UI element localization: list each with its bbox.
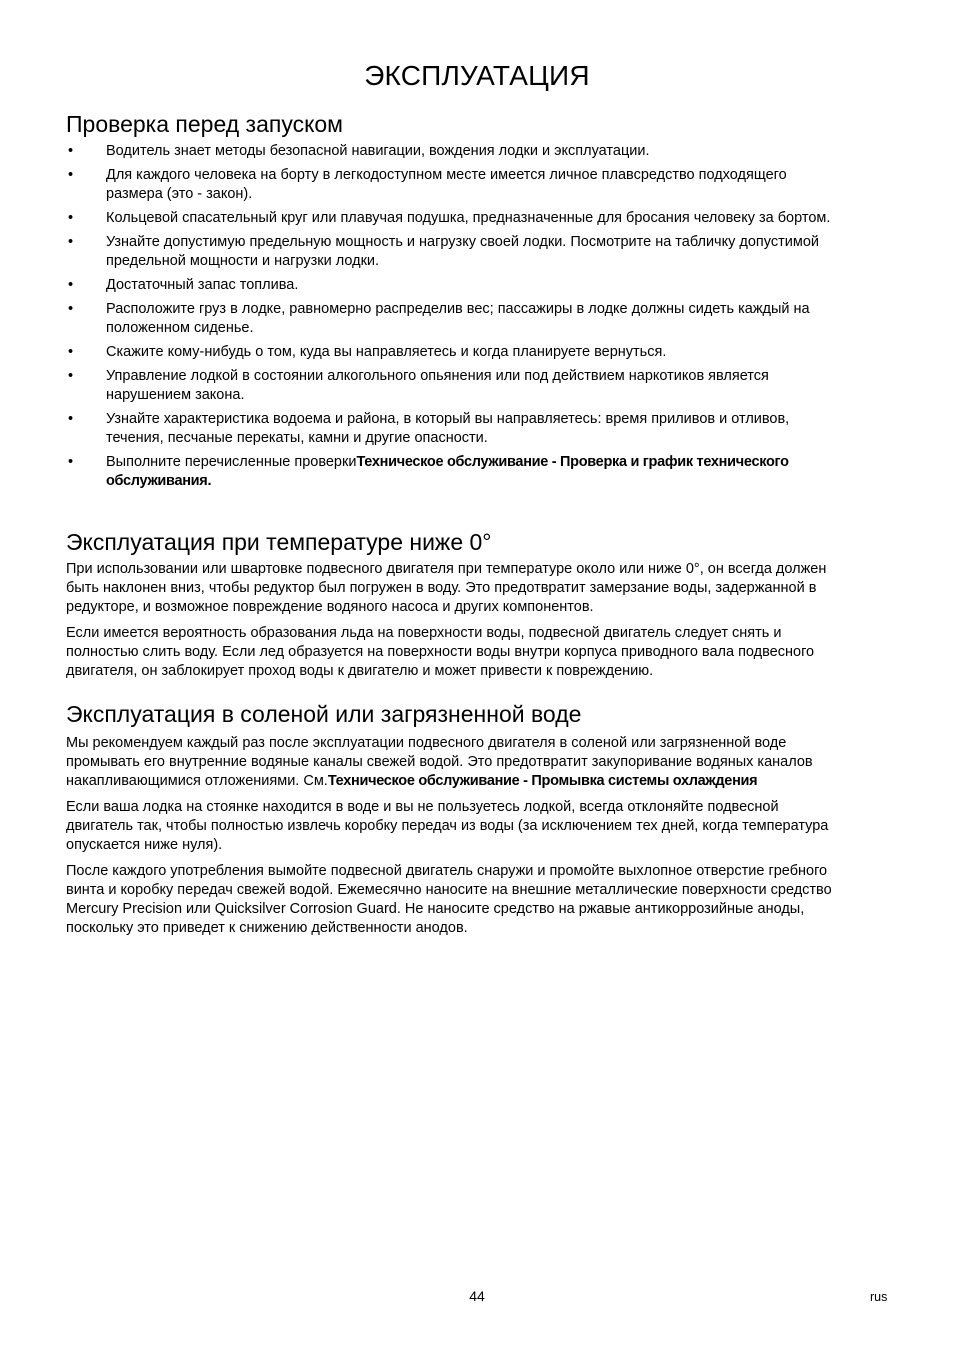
paragraph-text: Если имеется вероятность образования льда на поверхности воды, подвесной двигатель следует снять и полностью слить воду. Если лед образуется на поверхности воды внутри корпуса приводного вала подвесного двигателя, он заблокирует проход воды к двигателю и может привести к повреждению. [66,625,815,679]
list-item-text: Выполните перечисленные проверки [106,454,357,470]
paragraph-text: При использовании или швартовке подвесного двигателя при температуре около или ниже 0°, он всегда должен быть наклонен вниз, чтобы редуктор был погружен в воду. Это предотвратит замерзание воды, задержанной в редукторе, и возможное повреждение водяного насоса и других компонентов. [66,561,827,615]
paragraph [66,624,842,681]
paragraph [66,798,842,855]
bullet-icon: • [68,234,74,250]
flushing-reference: Техническое обслуживание - Промывка системы охлаждения [327,773,758,789]
paragraph-text: Если ваша лодка на стоянке находится в воде и вы не пользуетесь лодкой, всегда отклоняйте подвесной двигатель так, чтобы полностью извлечь коробку передач из воды (за исключением тех дней, когда температура опускается ниже нуля). [66,799,829,853]
bullet-icon: • [68,301,74,317]
section-heading-cold-operation: Эксплуатация при температуре ниже 0° [66,529,492,555]
list-item [66,343,842,362]
list-item [66,233,842,271]
section-body-salt-water [66,734,842,945]
bullet-icon: • [68,167,74,183]
checklist [66,142,842,496]
list-item-text: Достаточный запас топлива. [106,277,299,293]
list-item-text: Узнайте допустимую предельную мощность и нагрузку своей лодки. Посмотрите на табличку допустимой предельной мощности и нагрузки лодки. [106,234,819,269]
list-item [66,276,842,295]
paragraph [66,560,842,617]
list-item-text: Расположите груз в лодке, равномерно распределив вес; пассажиры в лодке должны сидеть каждый на положенном сиденье. [106,301,810,336]
paragraph-text: После каждого употребления вымойте подвесной двигатель снаружи и промойте выхлопное отверстие гребного винта и коробку передач свежей водой. Ежемесячно наносите на внешние металлические поверхности средство Mercury Precision или Quicksilver Corrosion Guard. Не наносите средство на ржавые антикоррозийные аноды, поскольку это приведет к снижению действенности анодов. [66,863,832,936]
list-item [66,166,842,204]
bullet-icon: • [68,368,74,384]
list-item-text: Для каждого человека на борту в легкодоступном месте имеется личное плавсредство подходящего размера (это - закон). [106,167,787,202]
paragraph-text: Мы рекомендуем каждый раз после эксплуатации подвесного двигателя в соленой или загрязненной воде промывать его внутренние водяные каналы свежей водой. Это предотвратит закупоривание водяных каналов накапливающимися отложениями. См. [66,735,813,789]
maintenance-reference: Техническое обслуживание - Проверка и график технического обслуживания. [106,454,789,489]
list-item-text: Кольцевой спасательный круг или плавучая подушка, предназначенные для бросания человеку за бортом. [106,210,831,226]
list-item [66,209,842,228]
paragraph [66,862,842,938]
list-item [66,453,842,491]
list-item-text: Скажите кому-нибудь о том, куда вы направляетесь и когда планируете вернуться. [106,344,667,360]
list-item [66,142,842,161]
page-number: 44 [469,1288,485,1304]
list-item [66,300,842,338]
section-heading-pre-start-check: Проверка перед запуском [66,111,343,137]
bullet-icon: • [68,277,74,293]
list-item-text: Узнайте характеристика водоема и района, в который вы направляетесь: время приливов и отливов, течения, песчаные перекаты, камни и другие опасности. [106,411,790,446]
list-item [66,410,842,448]
page-title: ЭКСПЛУАТАЦИЯ [364,60,590,91]
list-item [66,367,842,405]
bullet-icon: • [68,454,74,470]
bullet-icon: • [68,411,74,427]
bullet-icon: • [68,143,74,159]
section-body-cold-operation [66,560,842,688]
bullet-icon: • [68,344,74,360]
list-item-text: Управление лодкой в состоянии алкогольного опьянения или под действием наркотиков является нарушением закона. [106,368,769,403]
bullet-icon: • [68,210,74,226]
list-item-text: Водитель знает методы безопасной навигации, вождения лодки и эксплуатации. [106,143,650,159]
paragraph [66,734,842,791]
section-heading-salt-water: Эксплуатация в соленой или загрязненной воде [66,701,582,727]
language-code: rus [870,1290,888,1304]
